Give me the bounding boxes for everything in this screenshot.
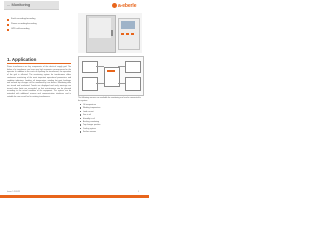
bullet-icon [7,29,9,31]
company-logo: a-eberle [118,3,137,9]
list-item: Gas in oil [80,114,100,117]
list-item: Humidity in oil [80,118,100,121]
panel-button [126,33,129,35]
page-title: ... Monitoring [7,2,31,7]
footer-bar [0,195,149,198]
footer-issue: Issue 1.2/2022 [7,191,21,193]
panel-display [121,21,135,29]
logo-icon [112,3,117,8]
panel-button [131,33,134,35]
feature-item: Fault recording/recording [7,17,37,22]
diagram-highlight [107,70,115,72]
cabinet-handle [111,30,113,36]
title-stripe [4,9,59,10]
feature-item: Power recording/recording [7,22,37,27]
list-item: Winding temperature [80,107,100,110]
list-item: Bushing monitoring [80,121,100,124]
section-heading: 1. Application [7,57,37,62]
page-number: 1 [138,191,140,193]
feature-item: GPS self-recording [7,27,37,32]
sensor-list [80,104,100,135]
list-item: Further sensors [80,131,100,134]
bullet-icon [7,19,9,21]
list-item: Load current [80,111,100,114]
diagram-block [82,61,98,73]
panel-button [121,33,124,35]
diagram-block [82,77,98,91]
diagram-block [125,61,141,73]
list-item: Tap changer position [80,124,100,127]
diagram-block [125,77,141,91]
sensor-intro: The following sensors are available for monitoring and can be connected to the system: [78,97,141,102]
bullet-icon [7,24,9,26]
cabinet-door [89,18,111,38]
body-paragraph: Power transformers are key components of the electrical supply grid. The failure of a transformer can have very high economic consequences for the operator. In addition to the costs of repairing the transformer, the operation of the grid is affected. The monitoring system for transformers offers continuous monitoring of the most important operational parameters and condition indicators. Loading, oil temperature, winding hot spot, bushings and on-load tap changer can be monitored by one device. Monitoring data are stored and evaluated. Trends are displayed and early warnings are issued when limits are exceeded, so that maintenance can be planned according to the actual condition of the equipment. The system can be extended with additional sensors and communication interfaces and is suitable for new as well as for existing transformers. [7,66,71,98]
list-item: Cooling system [80,128,100,131]
system-diagram [78,56,144,96]
feature-list [7,17,37,32]
list-item: Oil temperature [80,104,100,107]
section-divider [7,63,71,64]
